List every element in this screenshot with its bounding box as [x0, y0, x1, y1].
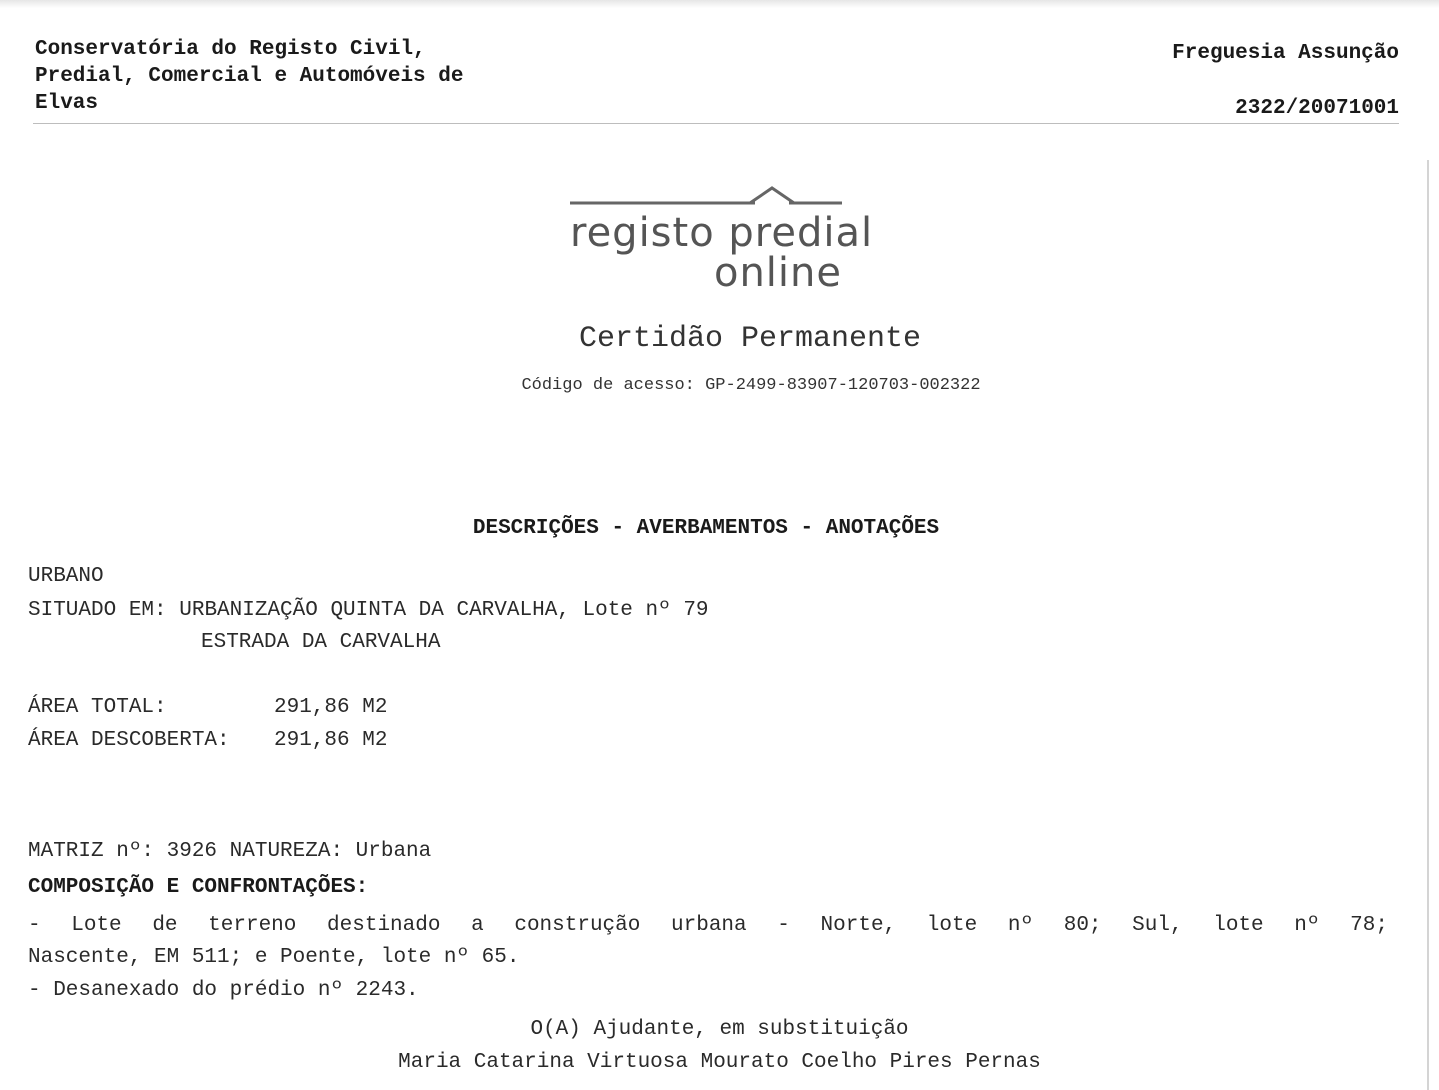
header-divider [33, 123, 1399, 124]
composition-line-1-word: Sul, [1132, 914, 1183, 937]
office-line-2: Predial, Comercial e Automóveis de [35, 65, 464, 88]
scan-top-shadow [0, 0, 1439, 8]
composition-line-1-word: construção [514, 914, 641, 937]
composition-line-1-word: urbana [671, 914, 747, 937]
composition-line-1-word: Lote [71, 914, 122, 937]
office-line-3: Elvas [35, 92, 99, 115]
logo-text-line-2: online [713, 250, 842, 296]
composition-line-2: Nascente, EM 511; e Poente, lote nº 65. [28, 946, 520, 969]
composition-line-1 [28, 914, 1388, 937]
composition-line-1-word: 80; [1063, 914, 1102, 937]
registry-office-name [35, 36, 595, 117]
uncovered-area-value: 291,86 M2 [274, 729, 388, 752]
location-label: SITUADO EM: [28, 599, 167, 622]
location-row [28, 599, 709, 622]
composition-line-1-word: de [152, 914, 178, 937]
office-line-1: Conservatória do Registo Civil, [35, 38, 426, 61]
header-right-block [1172, 40, 1399, 122]
composition-line-3: - Desanexado do prédio nº 2243. [28, 979, 419, 1002]
composition-line-1-word: Norte, [820, 914, 897, 937]
composition-line-1-word: nº [1294, 914, 1320, 937]
uncovered-area-label: ÁREA DESCOBERTA: [28, 729, 230, 752]
certificate-title: Certidão Permanente [578, 322, 922, 356]
property-type: URBANO [28, 565, 104, 588]
composition-line-1-word: lote [926, 914, 978, 937]
scan-right-edge [1427, 160, 1429, 1090]
composition-line-1-word: terreno [208, 914, 297, 937]
logo-text-line-1: registo predial [570, 210, 874, 256]
total-area-label: ÁREA TOTAL: [28, 696, 167, 719]
composition-line-1-word: 78; [1350, 914, 1388, 937]
access-code-label: Código de acesso: [521, 376, 695, 395]
total-area-value: 291,86 M2 [274, 696, 388, 719]
matrix-line: MATRIZ nº: 3926 NATUREZA: Urbana [28, 840, 432, 863]
parish-name: Freguesia Assunção [1172, 42, 1399, 65]
composition-line-1-word: a [471, 914, 484, 937]
section-title: DESCRIÇÕES - AVERBAMENTOS - ANOTAÇÕES [472, 517, 940, 540]
location-line-2: ESTRADA DA CARVALHA [201, 631, 441, 654]
access-code-line [0, 376, 1439, 395]
composition-line-1-word: - [777, 914, 790, 937]
signatory-name: Maria Catarina Virtuosa Mourato Coelho Pires Pernas [398, 1051, 1041, 1074]
composition-line-1-word: nº [1007, 914, 1034, 937]
access-code-value: GP-2499-83907-120703-002322 [705, 376, 981, 395]
registo-predial-online-logo [560, 180, 874, 300]
record-number: 2322/20071001 [1235, 97, 1399, 120]
composition-line-1-word: - [28, 914, 41, 937]
signatory-role: O(A) Ajudante, em substituição [530, 1018, 909, 1041]
location-line-1: URBANIZAÇÃO QUINTA DA CARVALHA, Lote nº 79 [179, 599, 709, 622]
composition-line-1-word: destinado [327, 914, 441, 937]
composition-label: COMPOSIÇÃO E CONFRONTAÇÕES: [28, 876, 369, 899]
composition-line-1-word: lote [1213, 914, 1264, 937]
